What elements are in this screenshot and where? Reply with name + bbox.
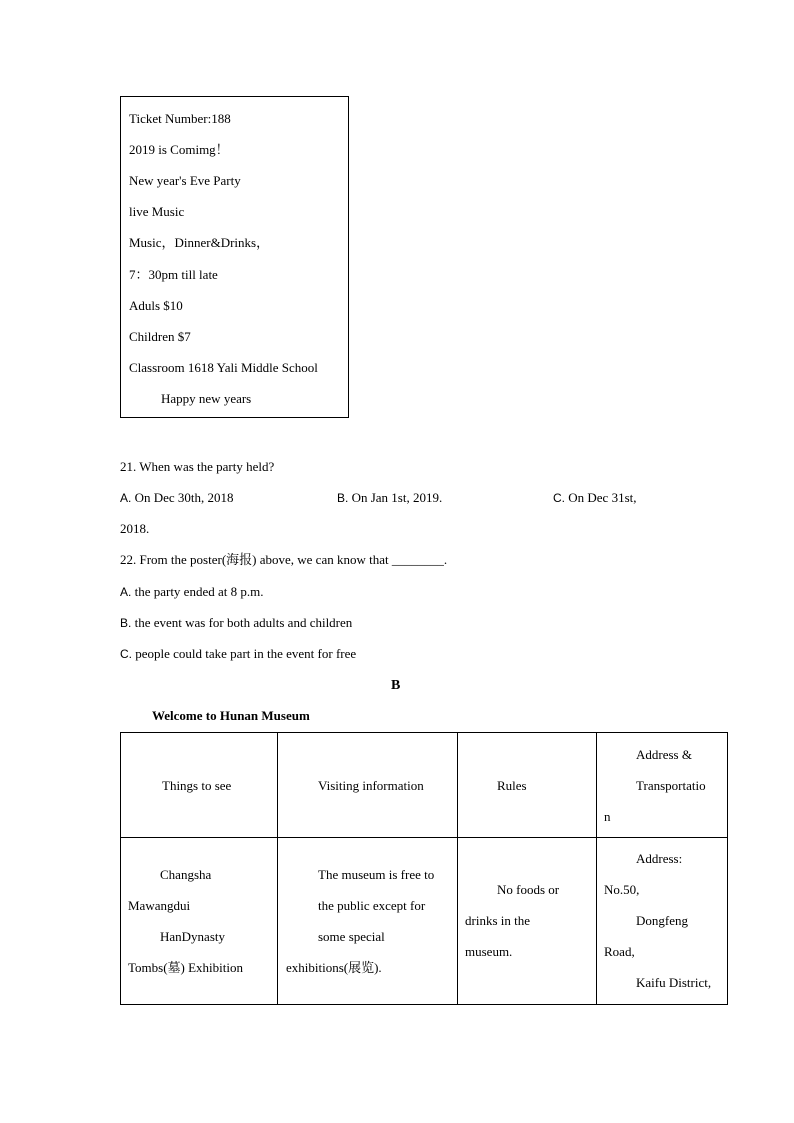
- ticket-location: Classroom 1618 Yali Middle School: [129, 360, 318, 375]
- ticket-poster: [120, 96, 349, 418]
- cell-line: No foods or: [497, 882, 560, 897]
- header-label-line: Address &: [636, 747, 692, 762]
- cell-line: drinks in the: [465, 913, 530, 928]
- ticket-features: Music，Dinner&Drinks，: [129, 235, 270, 250]
- header-label-line: n: [604, 809, 611, 824]
- header-label-line: Transportatio: [636, 778, 706, 793]
- cell-line: HanDynasty: [160, 929, 225, 944]
- q22-option-a: [120, 584, 263, 600]
- ticket-greeting: Happy new years: [161, 391, 252, 406]
- section-letter: B: [391, 678, 401, 693]
- table-row: [121, 838, 728, 1005]
- option-letter: A.: [120, 585, 132, 599]
- header-label: Rules: [497, 778, 527, 793]
- q21-option-c-wrap: 2018.: [120, 521, 150, 536]
- option-text: the party ended at 8 p.m.: [134, 584, 264, 599]
- table-header-row: [121, 733, 728, 838]
- header-rules: [458, 733, 597, 838]
- ticket-number: Ticket Number:188: [129, 111, 231, 126]
- cell-line: No.50,: [604, 882, 640, 897]
- q22-option-b: [120, 615, 352, 631]
- cell-line: museum.: [465, 944, 513, 959]
- cell-line: exhibitions(展览).: [286, 960, 382, 975]
- cell-line: Tombs(墓) Exhibition: [128, 960, 244, 975]
- museum-info-table: [120, 732, 728, 1005]
- cell-line: Changsha: [160, 867, 212, 882]
- cell-line: Mawangdui: [128, 898, 191, 913]
- cell-address: [597, 838, 728, 1005]
- ticket-child-price: Children $7: [129, 329, 191, 344]
- header-visiting-information: [278, 733, 458, 838]
- ticket-time: 7：30pm till late: [129, 267, 218, 282]
- cell-visiting-information: [278, 838, 458, 1005]
- ticket-adult-price: Aduls $10: [129, 298, 183, 313]
- question-21: 21. When was the party held?: [120, 459, 275, 474]
- section-title: Welcome to Hunan Museum: [152, 708, 310, 723]
- header-label: Things to see: [162, 778, 232, 793]
- cell-line: the public except for: [318, 898, 426, 913]
- ticket-event-name: New year's Eve Party: [129, 173, 241, 188]
- cell-line: Address:: [636, 851, 683, 866]
- option-text: On Dec 31st,: [568, 490, 637, 505]
- header-things-to-see: [121, 733, 278, 838]
- cell-rules: [458, 838, 597, 1005]
- cell-line: Dongfeng: [636, 913, 688, 928]
- ticket-live-music: live Music: [129, 204, 185, 219]
- option-text: people could take part in the event for free: [135, 646, 357, 661]
- ticket-headline: 2019 is Comimg！: [129, 142, 229, 157]
- option-text: the event was for both adults and children: [134, 615, 353, 630]
- q22-option-c: [120, 646, 356, 662]
- option-letter: C.: [120, 647, 132, 661]
- cell-line: Road,: [604, 944, 635, 959]
- q21-option-b: [337, 490, 442, 506]
- header-address-transportation: [597, 733, 728, 838]
- header-label: Visiting information: [318, 778, 424, 793]
- cell-line: Kaifu District,: [636, 975, 712, 990]
- option-text: On Jan 1st, 2019.: [351, 490, 443, 505]
- option-letter: B.: [337, 491, 349, 505]
- cell-line: some special: [318, 929, 385, 944]
- q21-option-a: [120, 490, 234, 506]
- option-letter: B.: [120, 616, 132, 630]
- q21-option-c: [553, 490, 637, 506]
- option-text: On Dec 30th, 2018: [134, 490, 234, 505]
- option-letter: C.: [553, 491, 565, 505]
- cell-things-to-see: [121, 838, 278, 1005]
- option-letter: A.: [120, 491, 132, 505]
- cell-line: The museum is free to: [318, 867, 435, 882]
- question-22: 22. From the poster(海报) above, we can know that ________.: [120, 552, 448, 567]
